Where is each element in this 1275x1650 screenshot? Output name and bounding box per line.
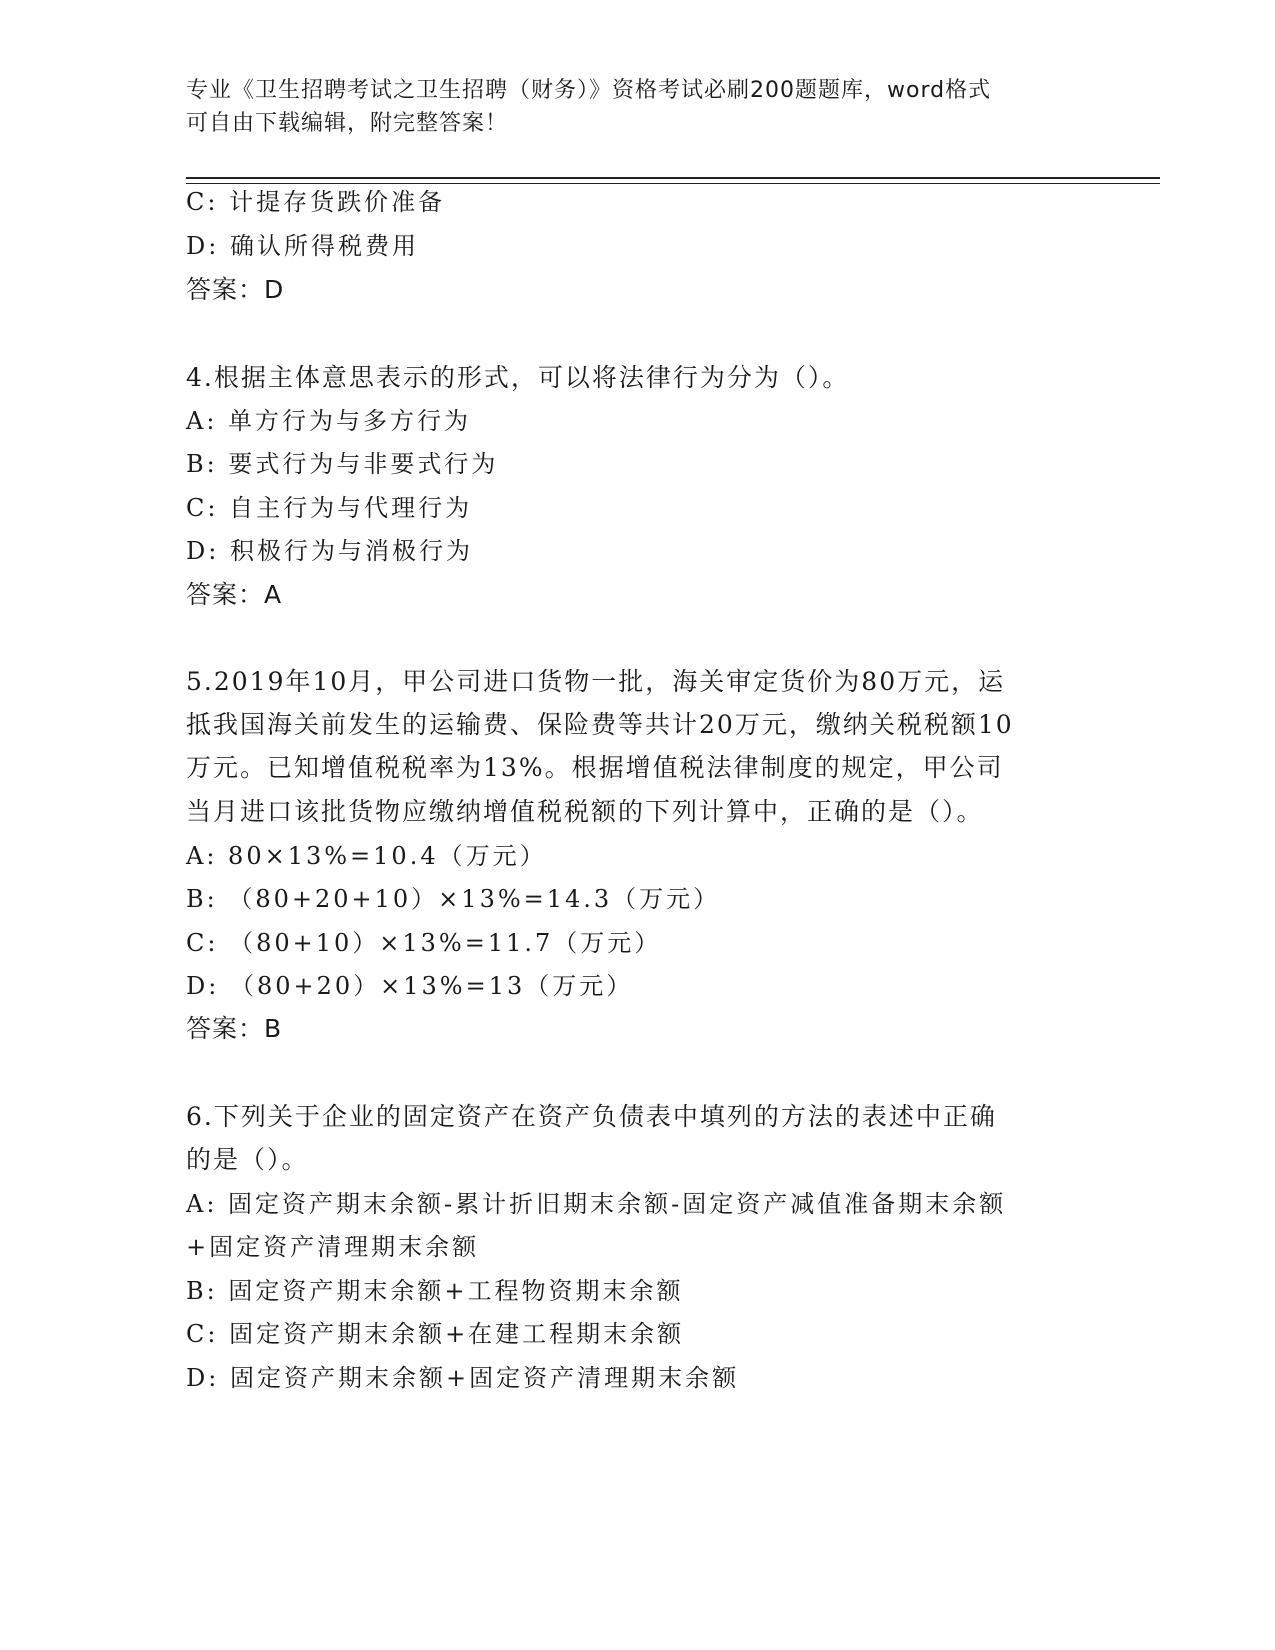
q5-option-d: D: （80+20）×13%=13（万元） (186, 972, 634, 1000)
q6-stem-line-2: 的是（）。 (186, 1145, 309, 1174)
prev-option-c: C: 计提存货跌价准备 (186, 188, 446, 216)
q4-option-c: C: 自主行为与代理行为 (186, 494, 473, 522)
q4-option-a: A: 单方行为与多方行为 (186, 407, 472, 435)
q6-option-c: C: 固定资产期末余额+在建工程期末余额 (186, 1320, 685, 1348)
header-rule-thin (186, 183, 1160, 184)
q5-answer: 答案：B (186, 1014, 283, 1043)
q4-answer: 答案：A (186, 580, 283, 609)
q4-option-d: D: 积极行为与消极行为 (186, 537, 473, 565)
header-line-1: 专业《卫生招聘考试之卫生招聘（财务）》资格考试必刷200题题库，word格式 (186, 78, 992, 103)
prev-option-d: D: 确认所得税费用 (186, 232, 419, 260)
q6-stem-line-1: 6.下列关于企业的固定资产在资产负债表中填列的方法的表述中正确 (186, 1102, 997, 1131)
q6-option-a-line-1: A: 固定资产期末余额-累计折旧期末余额-固定资产减值准备期末余额 (186, 1190, 1007, 1218)
q5-stem-line-2: 抵我国海关前发生的运输费、保险费等共计20万元，缴纳关税税额10 (186, 710, 1014, 739)
q6-option-b: B: 固定资产期末余额+工程物资期末余额 (186, 1277, 684, 1305)
header-line-2: 可自由下载编辑，附完整答案！ (186, 111, 509, 136)
q5-option-b: B: （80+20+10）×13%=14.3（万元） (186, 885, 721, 913)
q4-stem: 4.根据主体意思表示的形式，可以将法律行为分为（）。 (186, 363, 850, 392)
q5-option-a: A: 80×13%=10.4（万元） (186, 842, 547, 870)
document-header (186, 74, 1066, 140)
prev-answer: 答案：D (186, 275, 285, 304)
header-rule-thick (186, 177, 1160, 179)
q4-option-b: B: 要式行为与非要式行为 (186, 450, 499, 478)
q5-stem-line-4: 当月进口该批货物应缴纳增值税税额的下列计算中，正确的是（）。 (186, 797, 984, 826)
q6-option-d: D: 固定资产期末余额+固定资产清理期末余额 (186, 1364, 740, 1392)
q5-option-c: C: （80+10）×13%=11.7（万元） (186, 929, 662, 957)
q5-stem-line-3: 万元。已知增值税税率为13%。根据增值税法律制度的规定，甲公司 (186, 753, 1004, 782)
q5-stem-line-1: 5.2019年10月，甲公司进口货物一批，海关审定货价为80万元，运 (186, 667, 1006, 696)
q6-option-a-line-2: +固定资产清理期末余额 (186, 1233, 480, 1261)
